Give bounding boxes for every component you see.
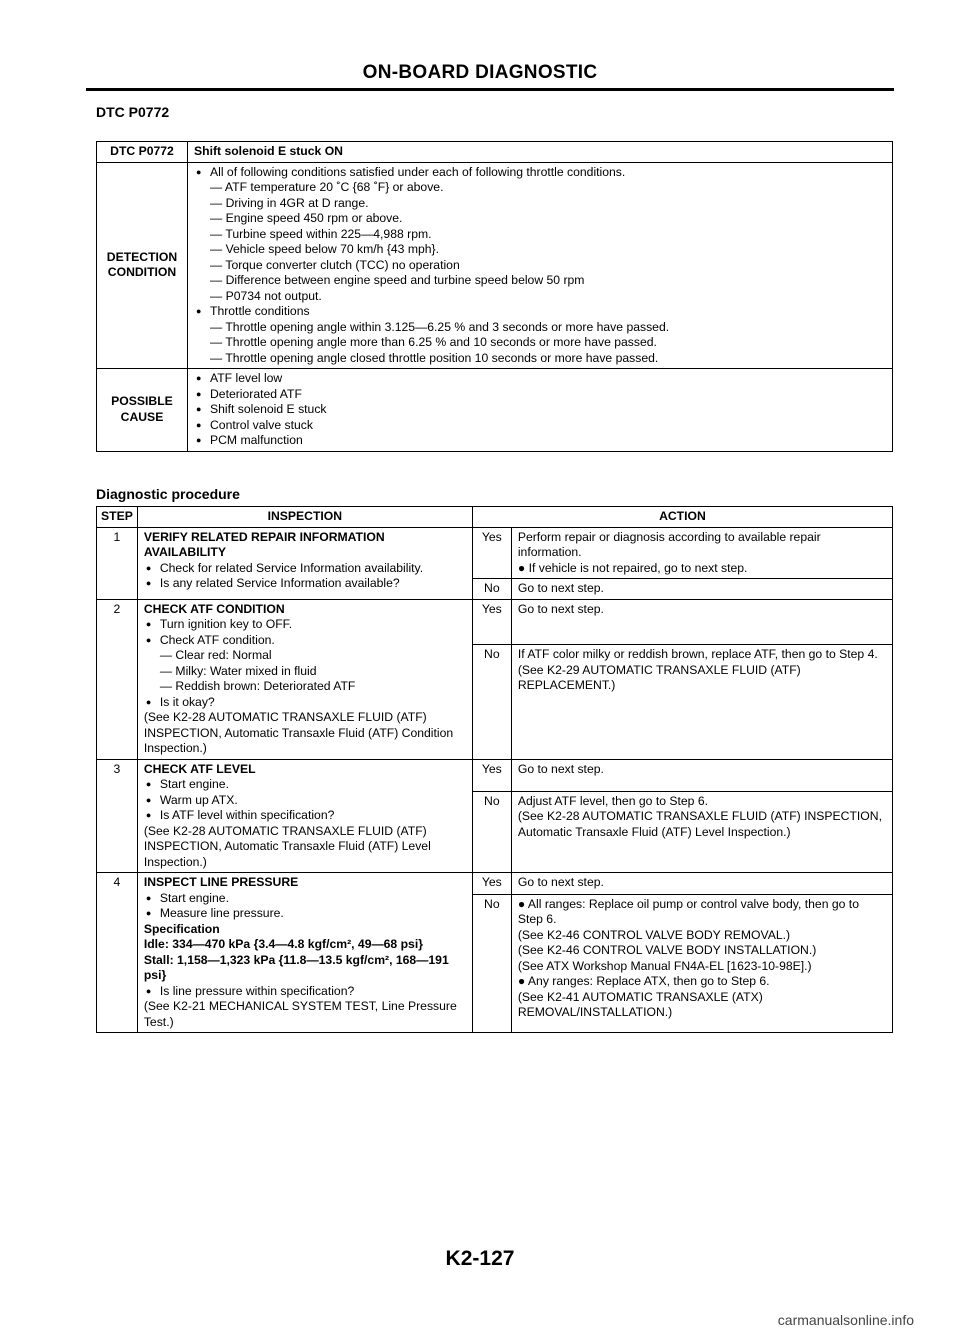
no-label: No: [472, 791, 511, 872]
dtc-description-cell: Shift solenoid E stuck ON: [188, 142, 893, 163]
inspection-line: ● Start engine.: [144, 777, 466, 793]
possible-cause-label: [97, 369, 188, 452]
inspection-list: [144, 777, 466, 870]
yes-action: [511, 759, 892, 791]
action-line: If ATF color milky or reddish brown, replace ATF, then go to Step 4.: [517, 647, 878, 662]
procedure-step-row: [97, 527, 893, 579]
action-line: Go to next step.: [517, 581, 604, 595]
inspection-line: — Reddish brown: Deteriorated ATF: [159, 679, 356, 693]
header-rule: [86, 88, 894, 91]
yes-action: [511, 527, 892, 579]
action-line: Go to next step.: [517, 761, 604, 776]
action-line: Adjust ATF level, then go to Step 6.: [517, 793, 708, 808]
inspection-line: (See K2-28 AUTOMATIC TRANSAXLE FLUID (ATF) INSPECTION, Automatic Transaxle Fluid (ATF) Condition Inspection.): [143, 710, 454, 755]
page-number: K2-127: [445, 1247, 515, 1270]
action-line: (See K2-29 AUTOMATIC TRANSAXLE FLUID (ATF) REPLACEMENT.): [517, 662, 801, 693]
possible-cause-list: [194, 371, 886, 449]
procedure-header-row: [97, 507, 893, 528]
step-number: 4: [97, 873, 138, 1033]
page-header-title: ON-BOARD DIAGNOSTIC: [362, 62, 598, 83]
procedure-step-row: [97, 759, 893, 791]
step-number: 1: [97, 527, 138, 599]
step-column-header: STEP: [97, 507, 138, 528]
detection-label-line-2: CONDITION: [107, 265, 177, 280]
detection-condition-row: [97, 162, 893, 369]
detection-condition-item: — Driving in 4GR at D range.: [210, 195, 369, 210]
inspection-line: ● Warm up ATX.: [144, 793, 466, 809]
no-label: No: [472, 645, 511, 759]
action-line: (See K2-28 AUTOMATIC TRANSAXLE FLUID (ATF) INSPECTION, Automatic Transaxle Fluid (ATF) Level Inspection.): [517, 809, 882, 839]
action-line: Perform repair or diagnosis according to available repair information.: [517, 529, 821, 559]
possible-cause-item: ● PCM malfunction: [194, 433, 886, 449]
action-column-header: ACTION: [472, 507, 892, 528]
inspection-line: ● Check ATF condition.: [144, 633, 466, 649]
inspection-line: ● Check for related Service Information availability.: [144, 561, 466, 577]
yes-label: Yes: [472, 873, 511, 895]
action-line: (See K2-46 CONTROL VALVE BODY INSTALLATION.): [517, 943, 817, 958]
detection-condition-item: — Throttle opening angle within 3.125—6.25 % and 3 seconds or more have passed.: [210, 319, 670, 334]
detection-condition-item: ● Throttle conditions: [194, 304, 886, 320]
action-line: ● All ranges: Replace oil pump or control valve body, then go to Step 6.: [517, 896, 859, 927]
action-line: Go to next step.: [517, 601, 604, 616]
inspection-list: [144, 561, 466, 592]
no-action: [511, 894, 892, 1032]
detection-condition-item: ● All of following conditions satisfied under each of following throttle conditions.: [194, 165, 886, 181]
action-line: Go to next step.: [517, 875, 604, 889]
possible-cause-item: ● Control valve stuck: [194, 418, 886, 434]
dtc-code-heading: DTC P0772: [96, 104, 170, 120]
inspection-line: (See K2-28 AUTOMATIC TRANSAXLE FLUID (ATF) INSPECTION, Automatic Transaxle Fluid (ATF) Level Inspection.): [143, 823, 431, 869]
action-line: (See K2-46 CONTROL VALVE BODY REMOVAL.): [517, 927, 791, 942]
inspection-line: ● Start engine.: [144, 891, 466, 907]
detection-condition-item: — Vehicle speed below 70 km/h {43 mph}.: [210, 242, 439, 256]
detection-condition-item: — Throttle opening angle more than 6.25 % and 10 seconds or more have passed.: [210, 335, 657, 349]
procedure-step-row: [97, 599, 893, 645]
yes-action: [511, 873, 892, 895]
detection-condition-item: — Engine speed 450 rpm or above.: [210, 211, 403, 225]
inspection-line: Stall: 1,158—1,323 kPa {11.8—13.5 kgf/cm², 168—191 psi}: [143, 952, 449, 982]
action-line: (See ATX Workshop Manual FN4A-EL [1623-10-98E].): [517, 958, 812, 973]
action-line: ● If vehicle is not repaired, go to next step.: [517, 560, 748, 575]
no-action: [511, 579, 892, 600]
dtc-info-table: [96, 141, 893, 452]
inspection-cell: [137, 527, 472, 599]
yes-action: [511, 599, 892, 645]
inspection-line: Specification: [143, 921, 220, 936]
inspection-line: ● Is ATF level within specification?: [144, 808, 466, 824]
yes-label: Yes: [472, 759, 511, 791]
inspection-cell: [137, 759, 472, 873]
inspection-line: (See K2-21 MECHANICAL SYSTEM TEST, Line Pressure Test.): [143, 999, 457, 1029]
action-line: (See K2-41 AUTOMATIC TRANSAXLE (ATX) REMOVAL/INSTALLATION.): [517, 989, 763, 1020]
inspection-line: ● Is any related Service Information available?: [144, 576, 466, 592]
dtc-code-cell: DTC P0772: [97, 142, 188, 163]
detection-condition-content: [188, 162, 893, 369]
inspection-cell: [137, 873, 472, 1033]
detection-condition-label: [97, 162, 188, 369]
inspection-line: ● Is line pressure within specification?: [144, 984, 466, 1000]
inspection-line: Idle: 334—470 kPa {3.4—4.8 kgf/cm², 49—68 psi}: [143, 937, 423, 951]
possible-cause-item: ● Deteriorated ATF: [194, 387, 886, 403]
step-number: 3: [97, 759, 138, 873]
inspection-line: ● Turn ignition key to OFF.: [144, 617, 466, 633]
detection-condition-item: — Torque converter clutch (TCC) no operation: [210, 257, 460, 272]
inspection-title: VERIFY RELATED REPAIR INFORMATION AVAILABILITY: [143, 529, 385, 559]
detection-condition-item: — P0734 not output.: [210, 288, 322, 303]
diagnostic-procedure-table: [96, 506, 893, 1033]
diagnostic-procedure-title: Diagnostic procedure: [96, 486, 240, 502]
action-line: ● Any ranges: Replace ATX, then go to Step 6.: [517, 974, 770, 989]
inspection-list: [144, 617, 466, 757]
possible-cause-item: ● Shift solenoid E stuck: [194, 402, 886, 418]
no-label: No: [472, 894, 511, 1032]
no-label: No: [472, 579, 511, 600]
detection-condition-item: — ATF temperature 20 ˚C {68 ˚F} or above.: [210, 180, 444, 194]
step-number: 2: [97, 599, 138, 759]
inspection-line: ● Measure line pressure.: [144, 906, 466, 922]
possible-cause-content: [188, 369, 893, 452]
procedure-step-row: [97, 873, 893, 895]
inspection-cell: [137, 599, 472, 759]
inspection-title: CHECK ATF CONDITION: [143, 601, 285, 616]
inspection-line: — Milky: Water mixed in fluid: [159, 663, 317, 678]
detection-label-line-1: DETECTION: [106, 249, 178, 264]
detection-condition-item: — Difference between engine speed and turbine speed below 50 rpm: [210, 273, 585, 287]
inspection-title: CHECK ATF LEVEL: [143, 761, 256, 776]
inspection-line: ● Is it okay?: [144, 695, 466, 711]
detection-condition-item: — Throttle opening angle closed throttle position 10 seconds or more have passed.: [210, 350, 659, 365]
yes-label: Yes: [472, 527, 511, 579]
cause-label-line-1: POSSIBLE: [111, 394, 173, 409]
procedure-body: [97, 527, 893, 1033]
possible-cause-item: ● ATF level low: [194, 371, 886, 387]
inspection-title: INSPECT LINE PRESSURE: [143, 875, 299, 889]
no-action: [511, 791, 892, 872]
dtc-table-header-row: [97, 142, 893, 163]
possible-cause-row: [97, 369, 893, 452]
detection-condition-item: — Turbine speed within 225—4,988 rpm.: [210, 226, 432, 241]
detection-condition-list: [194, 165, 886, 367]
inspection-list: [144, 891, 466, 1031]
cause-label-line-2: CAUSE: [120, 409, 164, 424]
no-action: [511, 645, 892, 759]
yes-label: Yes: [472, 599, 511, 645]
inspection-column-header: INSPECTION: [137, 507, 472, 528]
inspection-line: — Clear red: Normal: [159, 648, 272, 662]
watermark-text: carmanualsonline.info: [777, 1312, 914, 1328]
